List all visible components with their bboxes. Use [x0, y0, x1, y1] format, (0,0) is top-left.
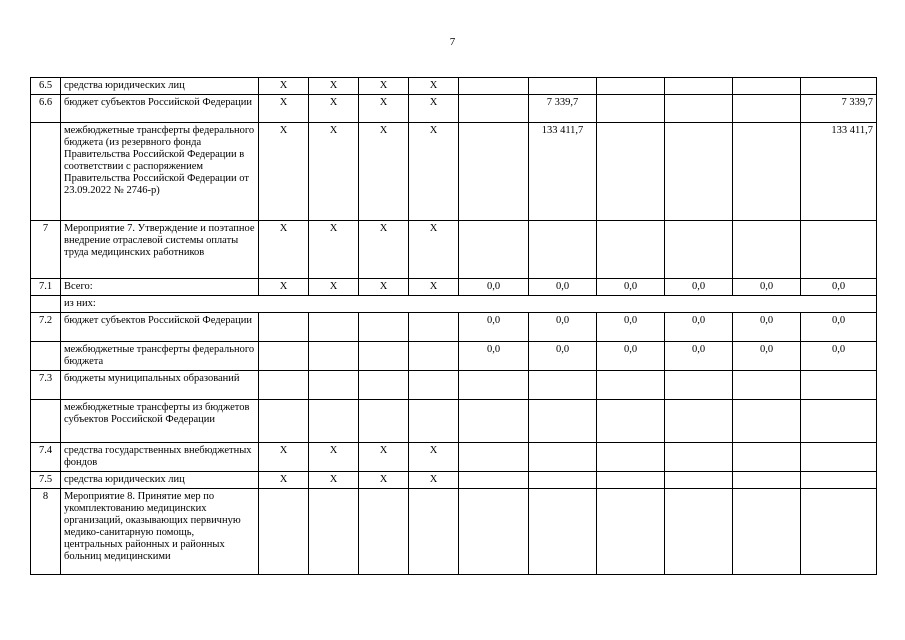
row-description-cell: Всего: [61, 279, 259, 296]
mark-cell: X [259, 472, 309, 489]
value-cell: 0,0 [801, 342, 877, 371]
row-number-cell: 7.2 [31, 313, 61, 342]
value-cell [665, 400, 733, 443]
mark-cell [359, 342, 409, 371]
mark-cell: X [409, 123, 459, 221]
value-cell: 0,0 [529, 342, 597, 371]
value-cell [801, 371, 877, 400]
mark-cell [309, 342, 359, 371]
value-cell: 0,0 [597, 342, 665, 371]
mark-cell [259, 313, 309, 342]
value-cell [665, 95, 733, 123]
mark-cell [309, 400, 359, 443]
value-cell [597, 95, 665, 123]
value-cell [665, 78, 733, 95]
value-cell: 7 339,7 [801, 95, 877, 123]
mark-cell [409, 400, 459, 443]
row-number-cell: 8 [31, 489, 61, 575]
mark-cell [309, 313, 359, 342]
value-cell: 0,0 [597, 313, 665, 342]
mark-cell: X [259, 78, 309, 95]
table-row [31, 371, 877, 400]
value-cell: 0,0 [529, 313, 597, 342]
value-cell: 0,0 [665, 342, 733, 371]
row-description-cell: межбюджетные трансферты федерального бюджета (из резервного фонда Правительства Российской Федерации в соответствии с распоряжением Правительства Российской Федерации от 23.09.2022 № 2746-р) [61, 123, 259, 221]
mark-cell: X [309, 443, 359, 472]
value-cell [459, 472, 529, 489]
value-cell: 0,0 [801, 279, 877, 296]
value-cell [597, 400, 665, 443]
value-cell [459, 95, 529, 123]
value-cell [597, 78, 665, 95]
value-cell [597, 123, 665, 221]
mark-cell: X [309, 78, 359, 95]
value-cell [597, 489, 665, 575]
value-cell [459, 221, 529, 279]
mark-cell [359, 489, 409, 575]
value-cell: 0,0 [597, 279, 665, 296]
row-number-cell [31, 342, 61, 371]
row-description-cell: Мероприятие 7. Утверждение и поэтапное внедрение отраслевой системы оплаты труда медицинских работников [61, 221, 259, 279]
value-cell [529, 221, 597, 279]
value-cell: 0,0 [733, 313, 801, 342]
value-cell [733, 371, 801, 400]
mark-cell [359, 400, 409, 443]
value-cell [733, 400, 801, 443]
value-cell [665, 443, 733, 472]
value-cell [665, 371, 733, 400]
value-cell: 0,0 [801, 313, 877, 342]
value-cell [459, 400, 529, 443]
row-description-cell: бюджет субъектов Российской Федерации [61, 313, 259, 342]
mark-cell: X [409, 221, 459, 279]
value-cell [529, 489, 597, 575]
row-number-cell: 6.5 [31, 78, 61, 95]
mark-cell: X [309, 221, 359, 279]
mark-cell: X [409, 78, 459, 95]
value-cell [597, 371, 665, 400]
value-cell: 0,0 [459, 313, 529, 342]
mark-cell: X [409, 279, 459, 296]
value-cell [801, 221, 877, 279]
mark-cell: X [259, 279, 309, 296]
budget-table [30, 77, 877, 575]
row-number-cell: 7 [31, 221, 61, 279]
value-cell: 133 411,7 [801, 123, 877, 221]
mark-cell [359, 371, 409, 400]
table-row [31, 443, 877, 472]
value-cell [529, 443, 597, 472]
row-number-cell: 7.4 [31, 443, 61, 472]
row-description-cell: бюджеты муниципальных образований [61, 371, 259, 400]
value-cell: 0,0 [665, 313, 733, 342]
row-number-cell [31, 296, 61, 313]
mark-cell: X [409, 443, 459, 472]
row-number-cell [31, 123, 61, 221]
row-description-cell: бюджет субъектов Российской Федерации [61, 95, 259, 123]
value-cell [733, 78, 801, 95]
row-number-cell [31, 400, 61, 443]
table-row [31, 123, 877, 221]
mark-cell: X [309, 279, 359, 296]
mark-cell: X [359, 95, 409, 123]
row-number-cell: 7.5 [31, 472, 61, 489]
value-cell [529, 472, 597, 489]
table-row [31, 78, 877, 95]
value-cell [733, 443, 801, 472]
value-cell [665, 221, 733, 279]
value-cell [665, 472, 733, 489]
value-cell [597, 443, 665, 472]
mark-cell [409, 313, 459, 342]
value-cell [529, 400, 597, 443]
value-cell [801, 472, 877, 489]
mark-cell: X [359, 472, 409, 489]
value-cell [733, 95, 801, 123]
value-cell [801, 400, 877, 443]
value-cell [597, 472, 665, 489]
value-cell [801, 78, 877, 95]
mark-cell [409, 489, 459, 575]
value-cell: 133 411,7 [529, 123, 597, 221]
mark-cell: X [259, 123, 309, 221]
value-cell: 0,0 [459, 342, 529, 371]
value-cell [665, 489, 733, 575]
value-cell [459, 371, 529, 400]
value-cell [459, 123, 529, 221]
value-cell [733, 472, 801, 489]
row-description-cell: средства государственных внебюджетных фондов [61, 443, 259, 472]
row-description-cell: Мероприятие 8. Принятие мер по укомплектованию медицинских организаций, оказывающих первичную медико-санитарную помощь, центральных районных и районных больниц медицинскими [61, 489, 259, 575]
mark-cell: X [259, 443, 309, 472]
mark-cell: X [309, 472, 359, 489]
value-cell [801, 489, 877, 575]
table-row [31, 400, 877, 443]
mark-cell: X [409, 472, 459, 489]
table-row [31, 95, 877, 123]
row-description-cell: межбюджетные трансферты из бюджетов субъектов Российской Федерации [61, 400, 259, 443]
value-cell: 0,0 [459, 279, 529, 296]
table-row [31, 472, 877, 489]
row-description-cell: средства юридических лиц [61, 472, 259, 489]
row-description-cell: межбюджетные трансферты федерального бюджета [61, 342, 259, 371]
mark-cell [409, 371, 459, 400]
page-number: 7 [449, 36, 456, 48]
table-row [31, 313, 877, 342]
value-cell [665, 123, 733, 221]
mark-cell [259, 371, 309, 400]
value-cell [529, 78, 597, 95]
value-cell [459, 78, 529, 95]
row-number-cell: 6.6 [31, 95, 61, 123]
mark-cell: X [359, 443, 409, 472]
row-number-cell: 7.1 [31, 279, 61, 296]
mark-cell: X [259, 221, 309, 279]
mark-cell [309, 371, 359, 400]
mark-cell: X [309, 123, 359, 221]
mark-cell [259, 400, 309, 443]
mark-cell [259, 342, 309, 371]
value-cell [459, 443, 529, 472]
mark-cell: X [259, 95, 309, 123]
value-cell: 0,0 [733, 342, 801, 371]
mark-cell: X [309, 95, 359, 123]
mark-cell: X [359, 78, 409, 95]
row-description-cell: средства юридических лиц [61, 78, 259, 95]
value-cell [801, 443, 877, 472]
value-cell [733, 221, 801, 279]
value-cell [529, 371, 597, 400]
row-number-cell: 7.3 [31, 371, 61, 400]
value-cell: 0,0 [665, 279, 733, 296]
value-cell [459, 489, 529, 575]
mark-cell [309, 489, 359, 575]
value-cell: 0,0 [529, 279, 597, 296]
mark-cell: X [359, 221, 409, 279]
table-row [31, 342, 877, 371]
row-description-cell: из них: [61, 296, 877, 313]
mark-cell: X [359, 279, 409, 296]
value-cell [733, 489, 801, 575]
table-row [31, 279, 877, 296]
mark-cell [359, 313, 409, 342]
mark-cell: X [409, 95, 459, 123]
value-cell: 0,0 [733, 279, 801, 296]
table-row [31, 489, 877, 575]
value-cell [733, 123, 801, 221]
value-cell [597, 221, 665, 279]
table-row [31, 296, 877, 313]
mark-cell: X [359, 123, 409, 221]
table-row [31, 221, 877, 279]
mark-cell [409, 342, 459, 371]
mark-cell [259, 489, 309, 575]
value-cell: 7 339,7 [529, 95, 597, 123]
